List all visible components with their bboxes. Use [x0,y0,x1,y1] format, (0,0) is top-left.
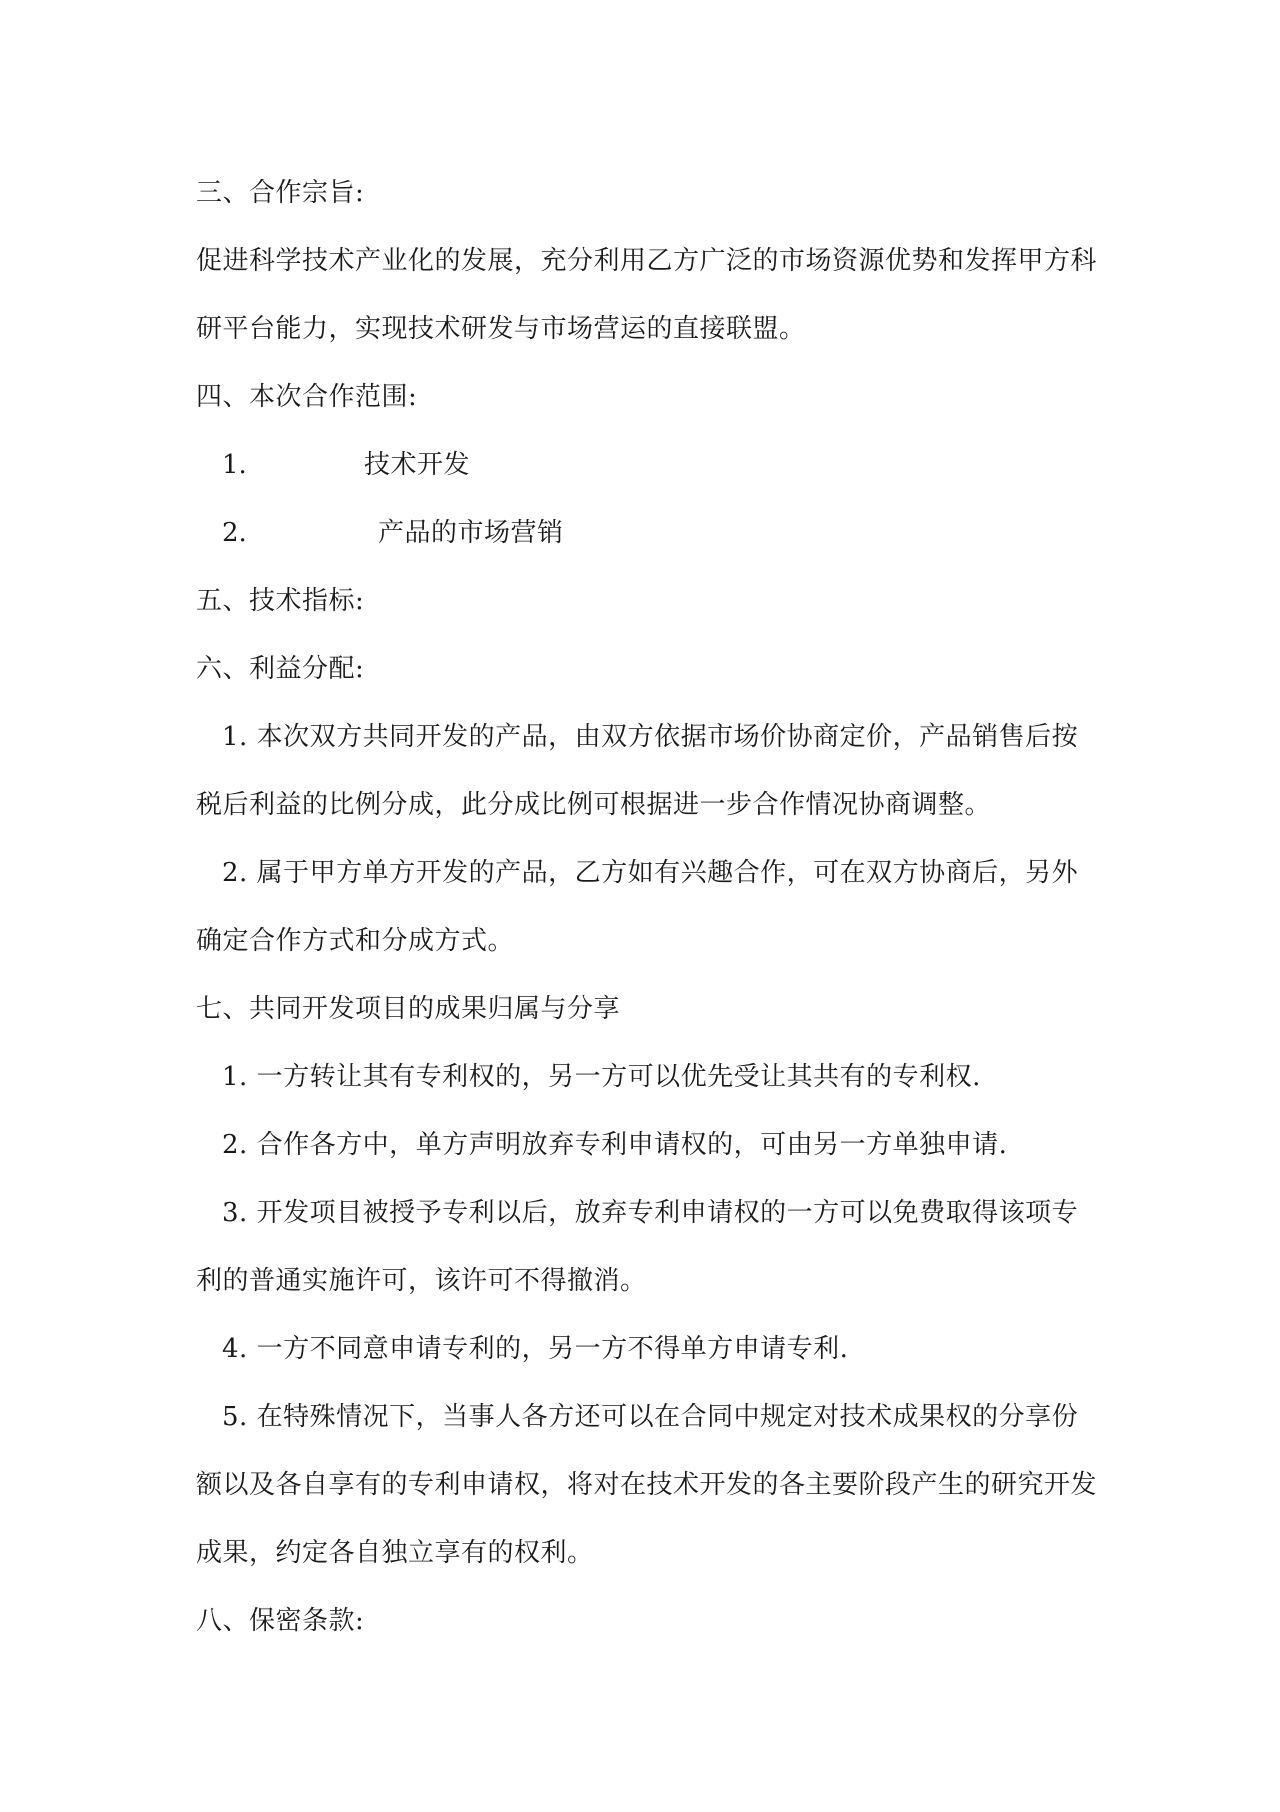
list-item-text: 产品的市场营销 [378,518,564,548]
section-heading-6: 六、利益分配: [196,654,365,684]
list-item-text: 技术开发 [364,450,471,480]
list-item: 4. 一方不同意申请专利的，另一方不得单方申请专利. [222,1334,849,1364]
section-heading-7: 七、共同开发项目的成果归属与分享 [196,994,621,1024]
paragraph-line: 确定合作方式和分成方式。 [196,926,515,956]
list-item: 1. 本次双方共同开发的产品，由双方依据市场价协商定价，产品销售后按 [222,722,1079,752]
section-heading-3: 三、合作宗旨: [196,178,365,208]
paragraph-line: 税后利益的比例分成，此分成比例可根据进一步合作情况协商调整。 [196,790,992,820]
list-item: 5. 在特殊情况下，当事人各方还可以在合同中规定对技术成果权的分享份 [222,1402,1079,1432]
section-heading-5: 五、技术指标: [196,586,365,616]
paragraph-line: 额以及各自享有的专利申请权，将对在技术开发的各主要阶段产生的研究开发 [196,1470,1098,1500]
paragraph-line: 促进科学技术产业化的发展，充分利用乙方广泛的市场资源优势和发挥甲方科 [196,246,1098,276]
list-item: 2. 属于甲方单方开发的产品，乙方如有兴趣合作，可在双方协商后，另外 [222,858,1079,888]
section-heading-8: 八、保密条款: [196,1606,365,1636]
list-item: 3. 开发项目被授予专利以后，放弃专利申请权的一方可以免费取得该项专 [222,1198,1079,1228]
list-item-number: 1. [222,450,247,480]
list-item: 1. 一方转让其有专利权的，另一方可以优先受让其共有的专利权. [222,1062,981,1092]
section-heading-4: 四、本次合作范围: [196,382,418,412]
list-item: 2. 合作各方中，单方声明放弃专利申请权的，可由另一方单独申请. [222,1130,1008,1160]
list-item-number: 2. [222,518,247,548]
paragraph-line: 研平台能力，实现技术研发与市场营运的直接联盟。 [196,314,806,344]
paragraph-line: 利的普通实施许可，该许可不得撤消。 [196,1266,647,1296]
paragraph-line: 成果，约定各自独立享有的权利。 [196,1538,594,1568]
